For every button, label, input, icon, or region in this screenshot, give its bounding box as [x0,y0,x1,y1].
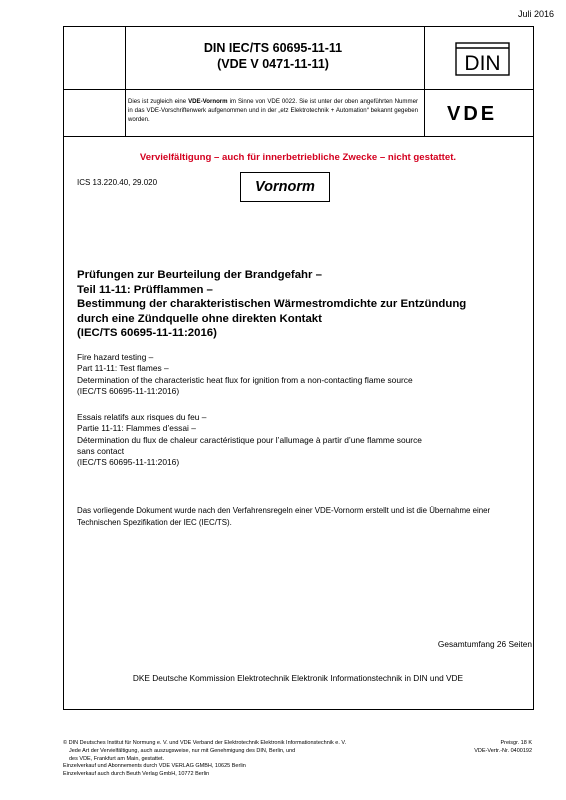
vornorm-box [240,172,330,202]
footer-line: Einzelverkauf auch durch Beuth Verlag GmbH, 10772 Berlin [63,771,210,778]
dke-line: DKE Deutsche Kommission Elektrotechnik Elektronik Informationstechnik in DIN und VDE [132,673,464,683]
contract-number: VDE-Vertr.-Nr. 0400192 [474,747,532,754]
price-line: Preisgr. 18 K [500,740,532,746]
ics-code: ICS 13.220.40, 29.020 [77,178,158,187]
footer-line: © DIN Deutsches Institut für Normung e. V. und VDE Verband der Elektrotechnik Elektronik Informationstechnik e. V. [63,740,347,746]
title-german [77,268,527,341]
reproduction-notice: Vervielfältigung – auch für innerbetriebliche Zwecke – nicht gestattet. [139,152,457,163]
document-title [128,40,418,72]
notice-text-bold: VDE-Vornorm [188,98,228,105]
title-en-line: Determination of the characteristic heat flux for ignition from a non-contacting flame source [77,374,413,385]
title-de-line: Bestimmung der charakteristischen Wärmestromdichte zur Entzündung [77,298,467,310]
frame-right [533,26,534,710]
footer-line: des VDE, Frankfurt am Main, gestattet. [69,755,165,762]
vornorm-label: Vornorm [255,179,315,195]
header-left-divider [125,26,126,136]
din-number: DIN IEC/TS 60695-11-11 [203,41,343,55]
title-fr-line: Partie 11-11: Flammes d’essai – [77,423,196,434]
document-description: Das vorliegende Dokument wurde nach den Verfahrensregeln einer VDE-Vornorm erstellt und ist die Übernahme einer Technischen Spezifikation der IEC (IEC/TS). [77,506,491,527]
vde-number: (VDE V 0471-11-11) [217,57,329,71]
title-de-line: (IEC/TS 60695-11-11:2016) [77,327,217,339]
notice-text-pre: Dies ist zugleich eine [128,98,189,105]
din-logo [455,42,510,76]
frame-left [63,26,64,710]
vde-notice [128,97,418,125]
vde-logo: VDE [447,103,498,125]
din-logo-text: DIN [464,52,501,75]
divider-header [63,136,533,137]
total-pages: Gesamtumfang 26 Seiten [437,639,532,649]
footer-line: Einzelverkauf und Abonnements durch VDE VERLAG GMBH, 10625 Berlin [63,763,246,770]
publication-date: Juli 2016 [517,9,554,19]
title-english [77,352,532,397]
title-fr-line: sans contact [77,445,125,456]
title-fr-line: (IEC/TS 60695-11-11:2016) [77,457,180,468]
title-de-line: Teil 11-11: Prüfflammen – [77,283,213,296]
title-fr-line: Détermination du flux de chaleur caractéristique pour l’allumage à partir d’une flamme source [77,434,422,445]
footer-line: Jede Art der Vervielfältigung, auch auszugsweise, nur mit Genehmigung des DIN, Berlin, und [69,747,296,754]
title-en-line: Part 11-11: Test flames – [77,363,169,374]
title-de-line: Prüfungen zur Beurteilung der Brandgefahr – [77,269,322,281]
title-french [77,412,532,468]
title-en-line: (IEC/TS 60695-11-11:2016) [77,385,180,396]
divider-title [63,89,533,90]
divider-top [63,26,533,27]
notice-text-post: im Sinne von VDE 0022. Sie ist unter der oben angeführten Nummer in das VDE-Vorschriftenwerk aufgenommen und in der „etz Elektrotechnik + Automation“ bekannt gegeben worden. [128,98,419,124]
title-fr-line: Essais relatifs aux risques du feu – [77,412,207,422]
title-de-line: durch eine Zündquelle ohne direkten Kontakt [77,312,322,325]
title-en-line: Fire hazard testing – [77,352,154,362]
copyright-footer [63,740,443,779]
price-group [440,740,532,756]
header-right-divider [424,26,425,136]
divider-footer [63,709,533,710]
